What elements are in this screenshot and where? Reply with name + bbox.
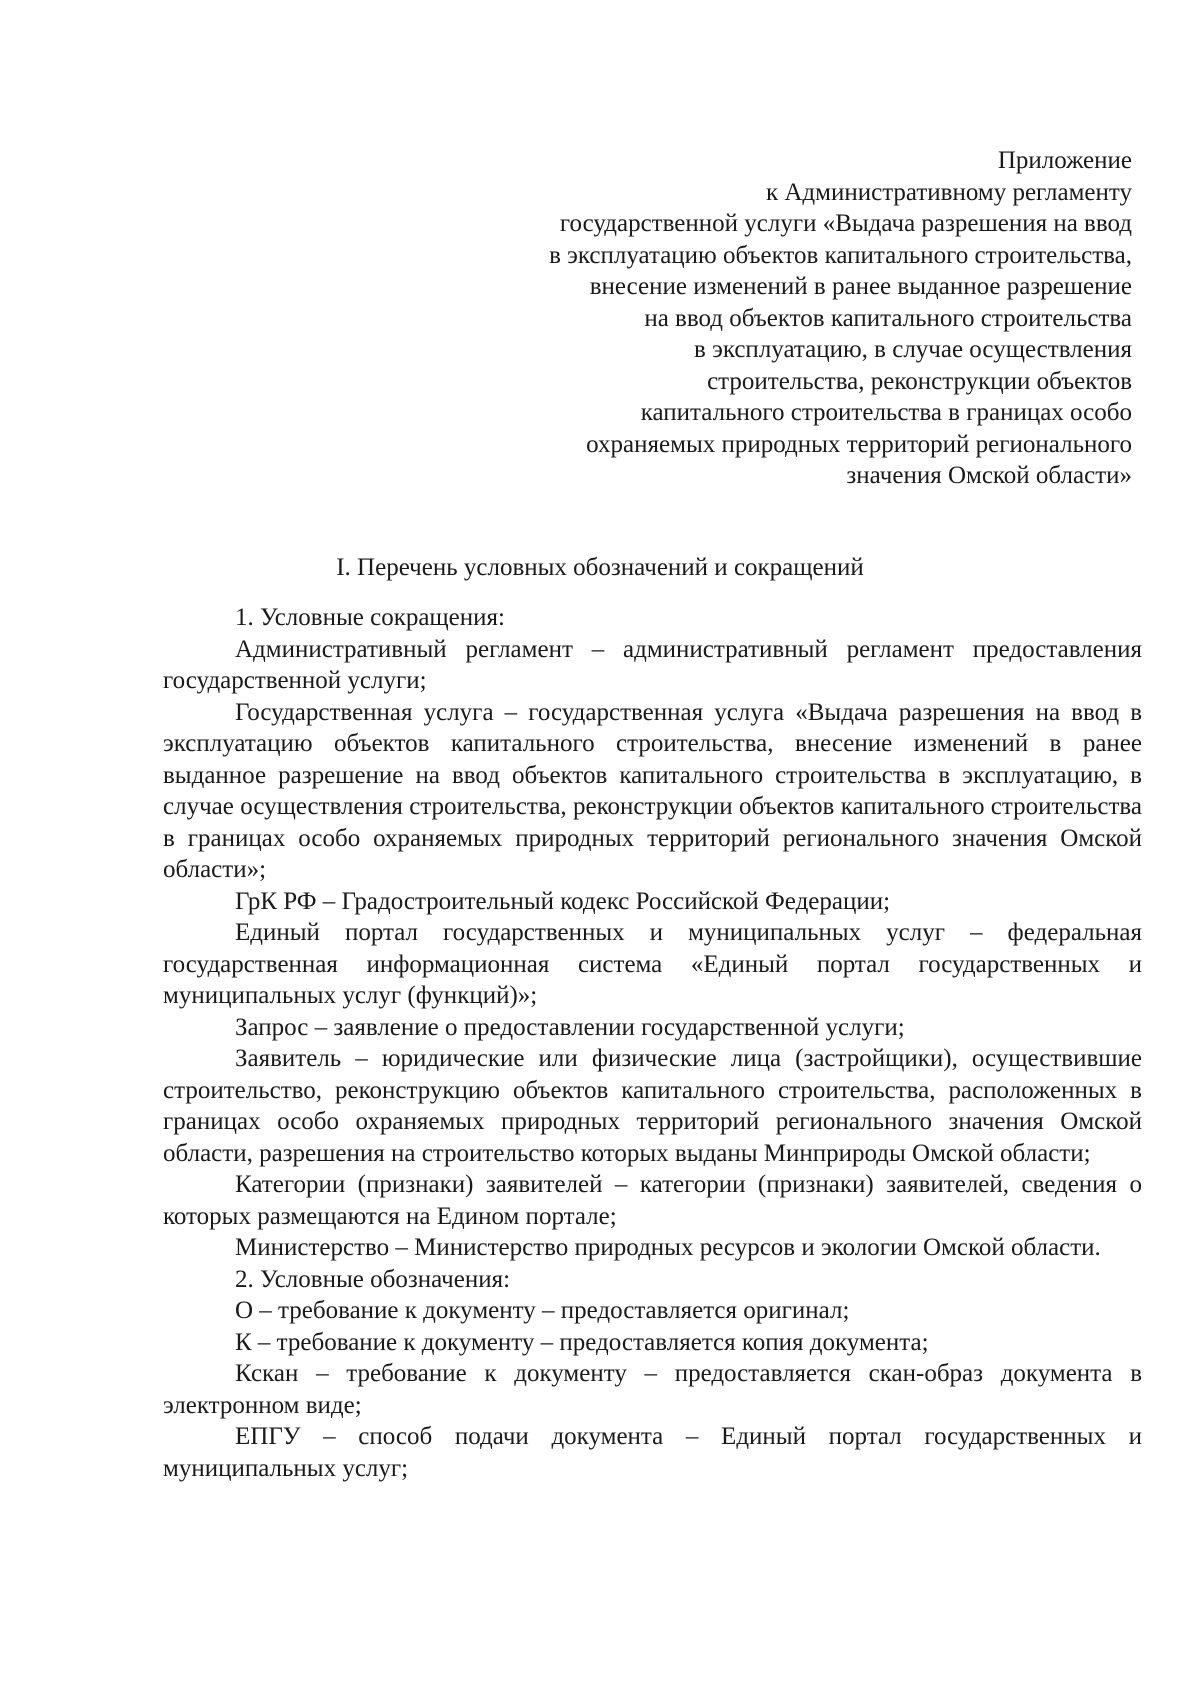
appendix-line: значения Омской области» xyxy=(846,462,1132,489)
paragraph-copy: К – требование к документу – предоставляется копия документа; xyxy=(235,1328,929,1356)
appendix-header xyxy=(432,145,1132,492)
paragraph-abbreviations-heading: 1. Условные сокращения: xyxy=(235,604,505,631)
paragraph-scan: Кскан – требование к документу – предоставляется скан-образ документа в электронном виде; xyxy=(163,1360,1142,1419)
document-body xyxy=(163,602,1142,1484)
paragraph-grk-rf: ГрК РФ – Градостроительный кодекс Российской Федерации; xyxy=(235,887,891,915)
paragraph-designations-heading: 2. Условные обозначения: xyxy=(235,1265,511,1293)
appendix-line: государственной услуги «Выдача разрешения на ввод xyxy=(559,210,1132,237)
section-title: I. Перечень условных обозначений и сокращений xyxy=(336,554,864,581)
appendix-line: внесение изменений в ранее выданное разрешение xyxy=(589,273,1132,300)
paragraph-ministry: Министерство – Министерство природных ресурсов и экологии Омской области. xyxy=(235,1234,1101,1261)
paragraph-admin-regulation: Административный регламент – административный регламент предоставления государственной услуги; xyxy=(163,635,1142,694)
appendix-line: к Административному регламенту xyxy=(765,178,1132,206)
paragraph-unified-portal: Единый портал государственных и муниципальных услуг – федеральная государственная информационная система «Единый портал государственных и муниципальных услуг (функций)»; xyxy=(163,919,1142,1009)
appendix-line: в эксплуатацию, в случае осуществления xyxy=(694,336,1132,363)
paragraph-original: О – требование к документу – предоставляется оригинал; xyxy=(235,1297,850,1324)
paragraph-epgu: ЕПГУ – способ подачи документа – Единый портал государственных и муниципальных услуг; xyxy=(163,1423,1142,1482)
appendix-line: охраняемых природных территорий регионального xyxy=(586,430,1132,458)
appendix-line: строительства, реконструкции объектов xyxy=(707,367,1132,395)
appendix-line: капитального строительства в границах особо xyxy=(640,399,1132,426)
appendix-line: на ввод объектов капитального строительства xyxy=(644,304,1132,332)
paragraph-applicant: Заявитель – юридические или физические лица (застройщики), осуществившие строительство, реконструкцию объектов капитального строительства, расположенных в границах особо охраняемых природных территорий регионального значения Омской области, разрешения на строительство которых выданы Минприроды Омской области; xyxy=(163,1045,1142,1167)
paragraph-applicant-categories: Категории (признаки) заявителей – категории (признаки) заявителей, сведения о которых размещаются на Едином портале; xyxy=(163,1171,1142,1230)
paragraph-request: Запрос – заявление о предоставлении государственной услуги; xyxy=(235,1013,905,1041)
appendix-line: в эксплуатацию объектов капитального строительства, xyxy=(549,241,1132,269)
appendix-line: Приложение xyxy=(997,147,1132,174)
paragraph-state-service: Государственная услуга – государственная услуга «Выдача разрешения на ввод в эксплуатацию объектов капитального строительства, внесение изменений в ранее выданное разрешение на ввод объектов капитального строительства в эксплуатацию, в случае осуществления строительства, реконструкции объектов капитального строительства в границах особо охраняемых природных территорий регионального значения Омской области»; xyxy=(163,698,1142,883)
